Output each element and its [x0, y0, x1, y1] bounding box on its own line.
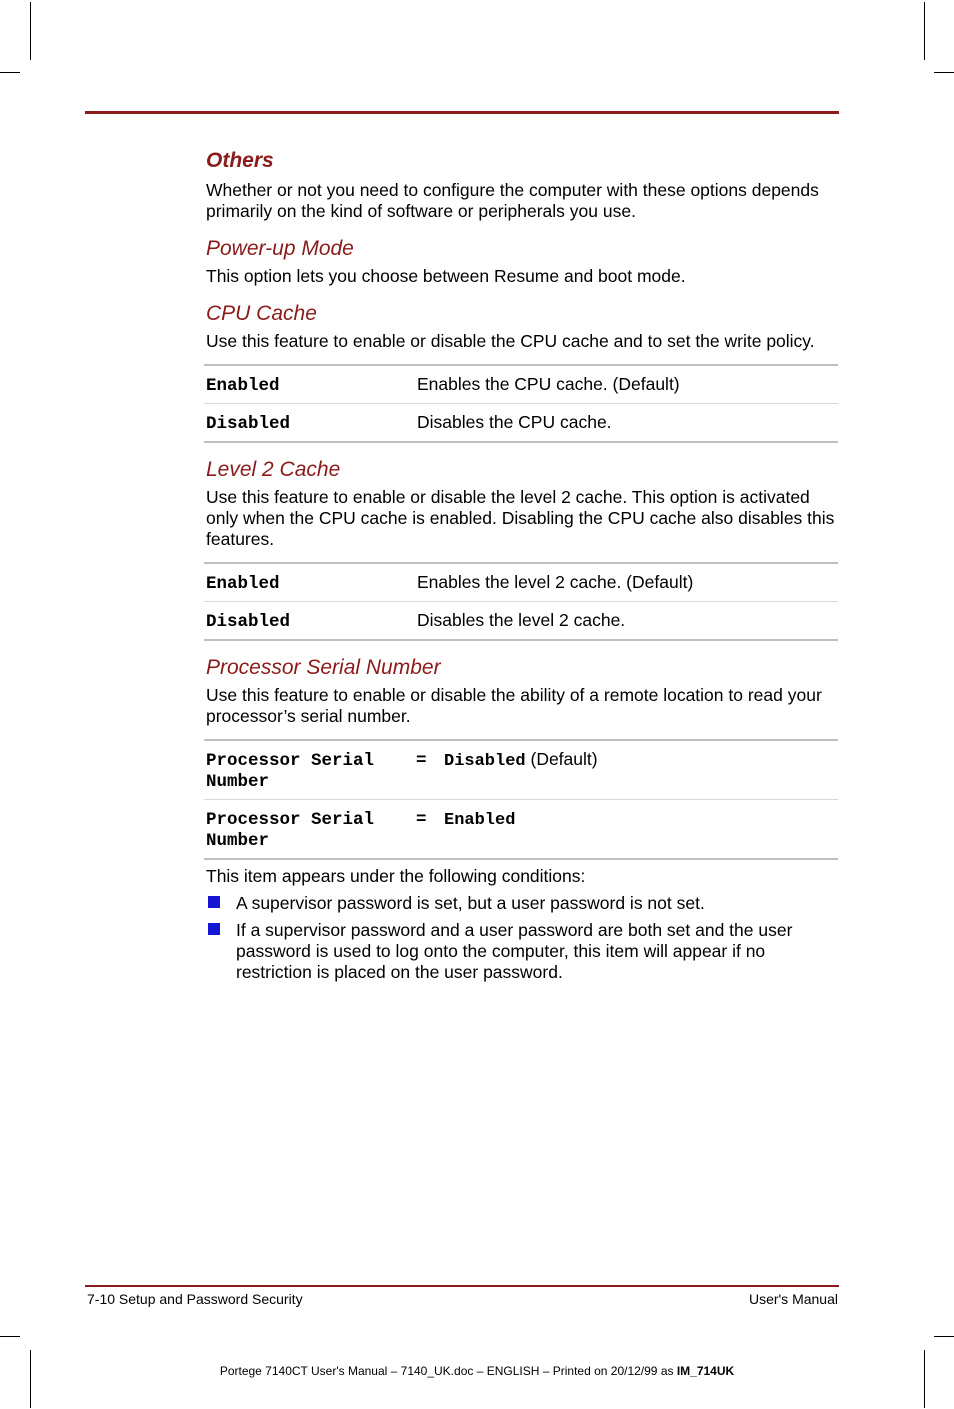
level2-cache-table	[204, 562, 838, 641]
option-key: Disabled	[204, 404, 415, 443]
list-item-text: A supervisor password is set, but a user password is not set.	[236, 893, 705, 913]
power-up-mode-heading: Power-up Mode	[206, 237, 354, 260]
processor-serial-heading: Processor Serial Number	[206, 656, 441, 679]
table-row	[204, 740, 838, 800]
processor-serial-table	[204, 739, 838, 860]
level2-cache-heading: Level 2 Cache	[206, 458, 341, 481]
footer-rule	[85, 1285, 839, 1287]
table-row	[204, 365, 838, 404]
power-up-mode-text: This option lets you choose between Resume and boot mode.	[206, 266, 686, 286]
equals-sign: =	[416, 751, 427, 771]
conditions-intro: This item appears under the following conditions:	[206, 866, 586, 886]
option-desc: Enables the level 2 cache. (Default)	[417, 572, 694, 592]
list-item-text: If a supervisor password and a user password are both set and the user password is used to log onto the computer, this item will appear if no restriction is placed on the user password.	[236, 920, 793, 982]
crop-mark	[924, 2, 925, 60]
equals-sign: =	[414, 800, 442, 860]
option-key: Disabled	[204, 602, 415, 641]
level2-cache-text: Use this feature to enable or disable the level 2 cache. This option is activated only when the CPU cache is enabled. Disabling the CPU cache also disables this features.	[206, 487, 835, 549]
option-desc: Disables the level 2 cache.	[415, 602, 838, 641]
section-title: Others	[206, 149, 274, 172]
option-value	[442, 740, 838, 800]
square-bullet-icon	[208, 923, 220, 935]
option-desc: Enables the CPU cache. (Default)	[417, 374, 680, 394]
table-row	[204, 563, 838, 602]
table-row	[204, 602, 838, 641]
footer-page-label: 7-10 Setup and Password Security	[87, 1291, 303, 1307]
crop-mark	[0, 72, 20, 73]
crop-mark	[934, 72, 954, 73]
section-intro: Whether or not you need to configure the computer with these options depends primarily on the kind of software or peripherals you use.	[206, 180, 819, 221]
cpu-cache-heading: CPU Cache	[206, 302, 317, 325]
option-key: Enabled	[206, 574, 280, 594]
option-key: Processor Serial Number	[206, 751, 375, 792]
square-bullet-icon	[208, 896, 220, 908]
conditions-list	[206, 893, 838, 983]
option-desc: Disables the CPU cache.	[415, 404, 838, 443]
value-setting: Enabled	[444, 811, 516, 830]
cpu-cache-table	[204, 364, 838, 443]
option-key: Enabled	[206, 376, 280, 396]
print-info-text: Portege 7140CT User's Manual – 7140_UK.doc – ENGLISH – Printed on 20/12/99 as	[219, 1364, 677, 1378]
crop-mark	[30, 1350, 31, 1408]
list-item	[206, 920, 838, 983]
value-note: (Default)	[525, 749, 598, 769]
option-key: Processor Serial Number	[204, 800, 414, 860]
crop-mark	[924, 1350, 925, 1408]
processor-serial-text: Use this feature to enable or disable the ability of a remote location to read your processor’s serial number.	[206, 685, 822, 726]
table-row	[204, 800, 838, 860]
cpu-cache-text: Use this feature to enable or disable the CPU cache and to set the write policy.	[206, 331, 815, 351]
crop-mark	[30, 2, 31, 60]
page-content	[206, 146, 838, 989]
table-row	[204, 404, 838, 443]
footer-manual-label: User's Manual	[748, 1291, 838, 1307]
crop-mark	[934, 1336, 954, 1337]
print-code: IM_714UK	[676, 1364, 735, 1378]
header-rule	[85, 111, 839, 114]
option-value	[442, 800, 838, 860]
crop-mark	[0, 1336, 20, 1337]
value-setting: Disabled	[444, 752, 526, 771]
print-info	[0, 1364, 954, 1378]
list-item	[206, 893, 838, 914]
